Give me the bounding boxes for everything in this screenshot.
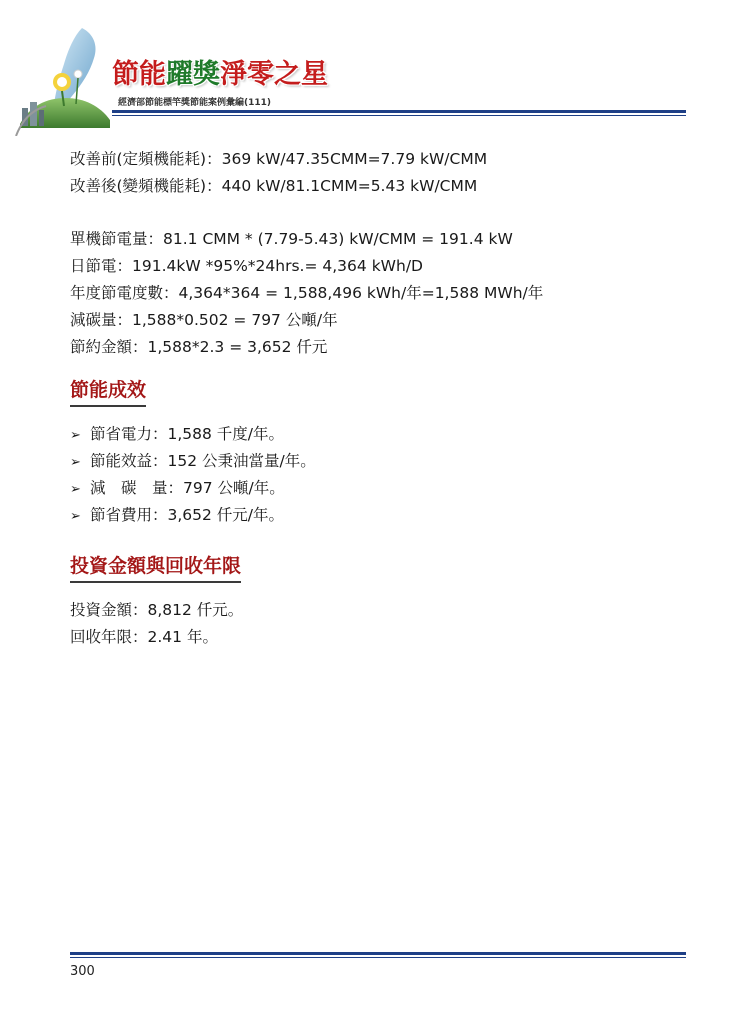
list-item-text: 節能效益：152 公秉油當量/年。 xyxy=(90,452,316,470)
arrow-bullet-icon: ➢ xyxy=(70,428,81,443)
brand-title-part-1: 節能 xyxy=(112,59,166,90)
list-item-text: 減 碳 量：797 公噸/年。 xyxy=(90,479,285,497)
section-title-energy-results: 節能成效 xyxy=(70,377,146,407)
brand-title-part-2: 躍獎 xyxy=(166,59,220,90)
arrow-bullet-icon: ➢ xyxy=(70,482,81,497)
header-subtitle: 經濟部節能標竿獎節能案例彙編(111) xyxy=(118,98,272,108)
brand-title xyxy=(112,52,328,91)
brand-title-part-3: 淨零之星 xyxy=(220,59,328,90)
header-rule xyxy=(112,110,686,113)
list-item xyxy=(70,421,690,448)
footer-rule xyxy=(70,952,686,955)
list-item-text: 節省電力：1,588 千度/年。 xyxy=(90,425,285,443)
page-content xyxy=(70,146,690,651)
list-item xyxy=(70,448,690,475)
calc-line-cost-saving: 節約金額：1,588*2.3 = 3,652 仟元 xyxy=(70,338,328,356)
page-number: 300 xyxy=(70,964,95,979)
list-item xyxy=(70,475,690,502)
section-title-investment-payback: 投資金額與回收年限 xyxy=(70,553,241,583)
list-item-text: 節省費用：3,652 仟元/年。 xyxy=(90,506,285,524)
calc-line-before: 改善前(定頻機能耗)：369 kW/47.35CMM=7.79 kW/CMM xyxy=(70,150,488,168)
calc-line-daily-saving: 日節電：191.4kW *95%*24hrs.= 4,364 kWh/D xyxy=(70,257,423,275)
calc-line-unit-saving: 單機節電量：81.1 CMM * (7.79-5.43) kW/CMM = 191.4 kW xyxy=(70,230,513,248)
calc-line-after: 改善後(變頻機能耗)：440 kW/81.1CMM=5.43 kW/CMM xyxy=(70,177,478,195)
header-rule-thin xyxy=(112,115,686,116)
payback-period: 回收年限：2.41 年。 xyxy=(70,628,218,646)
calc-line-carbon-reduction: 減碳量：1,588*0.502 = 797 公噸/年 xyxy=(70,311,338,329)
list-item xyxy=(70,502,690,529)
taiwan-logo-icon xyxy=(12,24,122,136)
footer-rule-thin xyxy=(70,957,686,958)
arrow-bullet-icon: ➢ xyxy=(70,455,81,470)
arrow-bullet-icon: ➢ xyxy=(70,509,81,524)
calc-line-annual-saving: 年度節電度數：4,364*364 = 1,588,496 kWh/年=1,588 MWh/年 xyxy=(70,284,544,302)
investment-amount: 投資金額：8,812 仟元。 xyxy=(70,601,244,619)
